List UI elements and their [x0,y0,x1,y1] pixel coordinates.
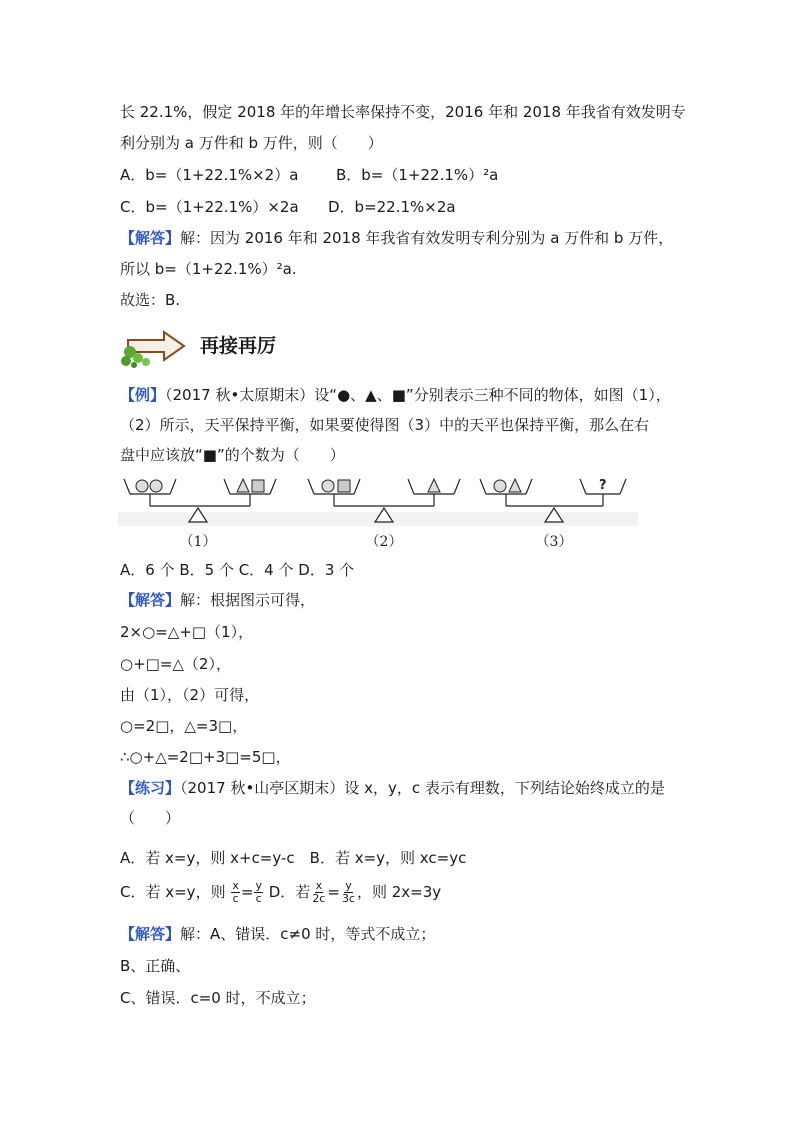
circle-weight [150,480,162,492]
example-options: A．6 个 B．5 个 C．4 个 D．3 个 [120,561,355,579]
exercise-line-2: （ ） [120,809,181,827]
option-d: D．b=22.1%×2a [328,198,456,216]
example-answer-line [120,590,315,610]
question-mark: ? [599,478,607,493]
section-title: 再接再厉 [200,335,277,357]
answer-choice: 故选：B. [120,291,181,309]
question-text-line-1: 长 22.1%，假定 2018 年的年增长率保持不变，2016 年和 2018 年我省有效发明专 [120,103,686,121]
example-step-1: 2×○=△+□（1）， [120,623,254,641]
answer-text: 解：因为 2016 年和 2018 年我省有效发明专利分别为 a 万件和 b 万件， [180,229,674,247]
exercise-label: 【练习】 [120,779,181,797]
question-text-line-2: 利分别为 a 万件和 b 万件，则（ ） [120,134,383,152]
exercise-options-ab: A．若 x=y，则 x+c=y-c B．若 x=y，则 xc=yc [120,849,467,867]
square-weight [338,480,350,492]
equals-sign: = [327,883,340,901]
fraction-x-over-2c: $\frac{x}{2c}$ [312,879,326,905]
exercise-answer-line [120,924,435,944]
example-answer-label: 【解答】 [120,591,181,609]
option-a: A．b=（1+22.1%×2）a [120,166,299,184]
arrow-leaf-icon [118,326,188,368]
example-answer-text: 解：根据图示可得， [180,591,316,609]
fraction-y-over-3c: $\frac{y}{3c}$ [341,879,355,905]
circle-weight [494,480,506,492]
option-b: B．b=（1+22.1%）²a [336,166,499,184]
answer-line-1 [120,228,673,248]
exercise-text: （2017 秋•山亭区期末）设 x，y，c 表示有理数，下列结论始终成立的是 [180,779,665,797]
exercise-line-1 [120,778,665,798]
balance-figures [118,470,638,552]
option-d-prefix: D．若 [268,883,311,901]
example-step-3: 由（1），（2）可得， [120,686,260,704]
figure-caption-1: （1） [179,534,217,550]
example-step-2: ○+□=△（2）， [120,655,231,673]
answer-label: 【解答】 [120,229,181,247]
circle-weight [322,480,334,492]
circle-weight [136,480,148,492]
option-d-suffix: ，则 2x=3y [356,883,442,901]
exercise-step-b: B、正确、 [120,957,191,975]
exercise-answer-label: 【解答】 [120,925,181,943]
fraction-x-over-c: $\frac{x}{c}$ [232,879,239,905]
answer-line-2: 所以 b=（1+22.1%）²a. [120,260,297,278]
option-c-prefix: C．若 x=y，则 [120,883,226,901]
example-label: 【例】 [120,386,166,404]
example-line-2: （2）所示，天平保持平衡，如果要使得图（3）中的天平也保持平衡，那么在右 [120,416,650,434]
figure-caption-2: （2） [365,534,403,550]
fraction-y-over-c: $\frac{y}{c}$ [255,879,262,905]
exercise-answer-text: 解：A、错误．c≠0 时，等式不成立； [180,925,436,943]
option-c: C．b=（1+22.1%）×2a [120,198,299,216]
exercise-step-c: C、错误．c=0 时，不成立； [120,989,316,1007]
example-text: （2017 秋•太原期末）设“●、▲、■”分别表示三种不同的物体，如图（1）， [165,386,671,404]
example-line-3: 盘中应该放“■”的个数为（ ） [120,446,345,464]
example-step-5: ∴○+△=2□+3□=5□， [120,748,291,766]
square-weight [252,480,264,492]
example-line-1 [120,385,671,405]
equals-sign: = [240,883,254,901]
figure-caption-3: （3） [535,534,573,550]
exercise-options-cd [120,880,441,905]
triangle-weight [428,479,440,492]
triangle-weight [237,479,249,492]
triangle-weight [509,479,521,492]
example-step-4: ○=2□，△=3□， [120,717,248,735]
